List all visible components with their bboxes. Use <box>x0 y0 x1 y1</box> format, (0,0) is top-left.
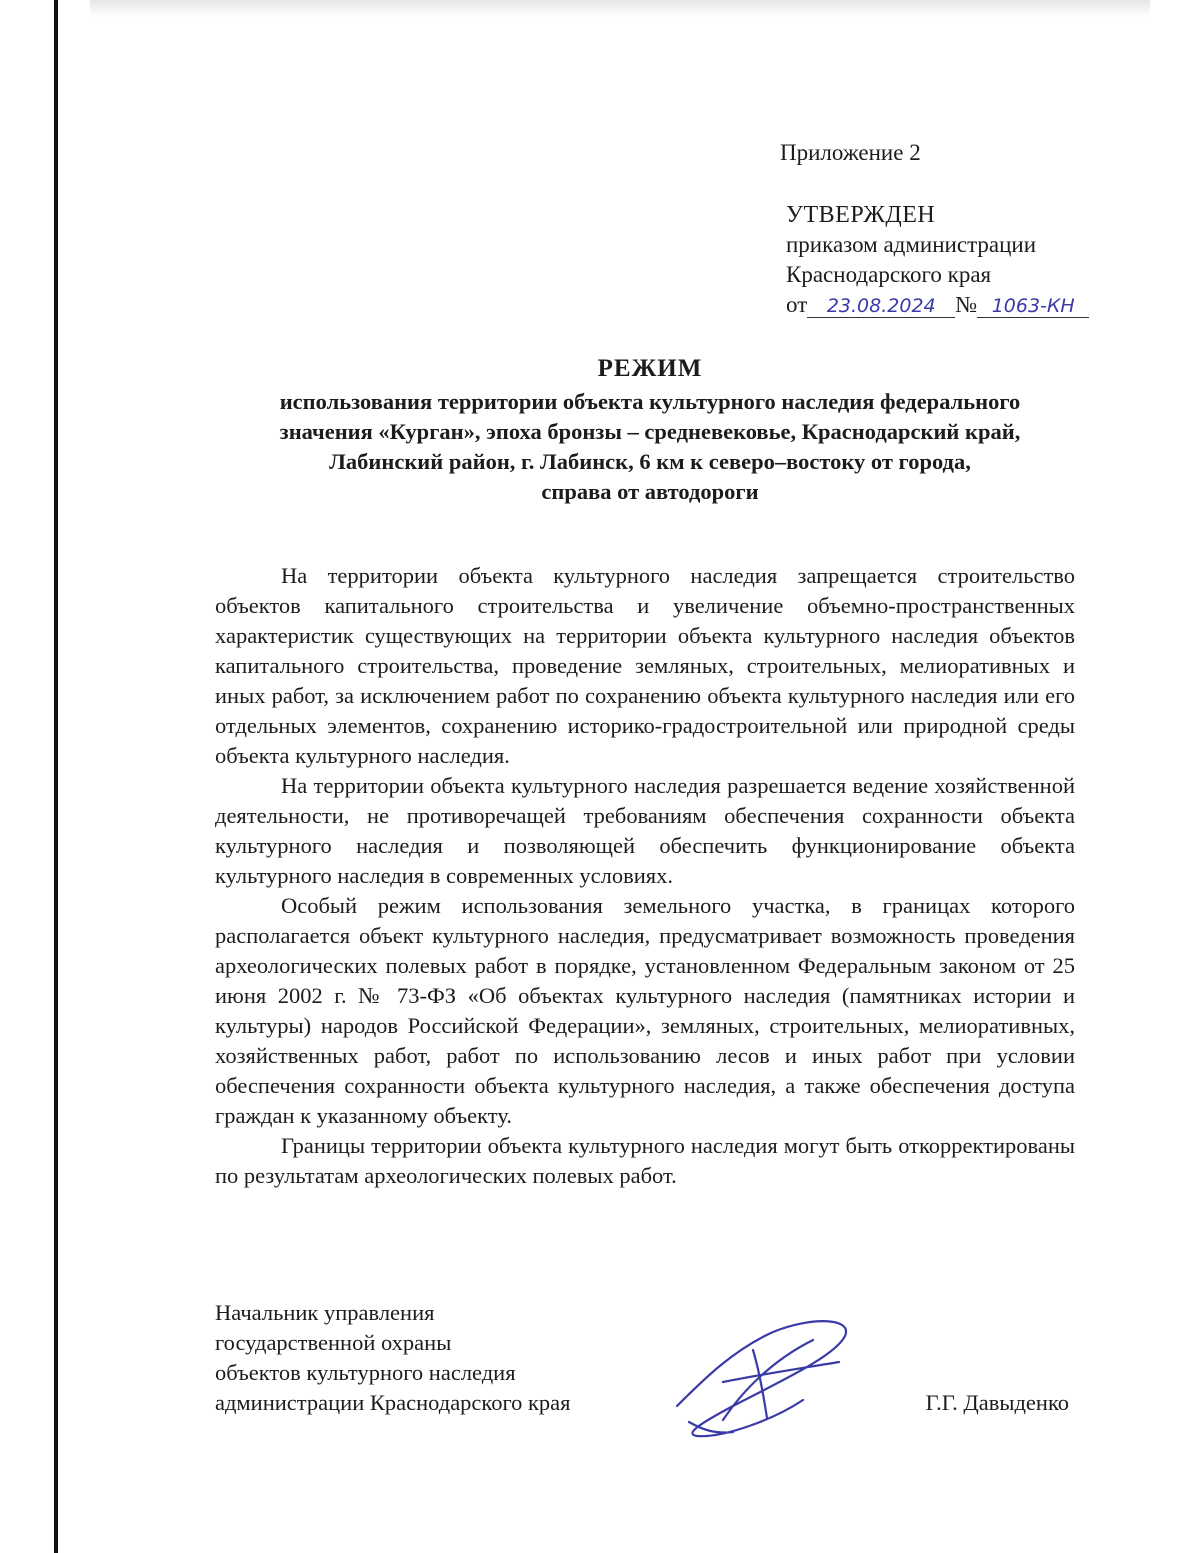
signature-block <box>215 1298 1075 1448</box>
scan-top-blur <box>90 0 1150 18</box>
handwritten-signature-image <box>663 1310 863 1442</box>
date-prefix: от <box>786 292 808 317</box>
document-title: РЕЖИМ <box>597 355 703 382</box>
document-subtitle-line-2: значения «Курган», эпоха бронзы – средневековье, Краснодарский край, <box>279 419 1021 444</box>
approved-region-line: Краснодарского края <box>786 262 992 287</box>
document-body <box>215 561 1075 1191</box>
signature-stroke <box>677 1321 846 1436</box>
handwritten-order-date: 23.08.2024 <box>807 295 955 318</box>
document-subtitle-line-1: использования территории объекта культурного наследия федерального <box>279 389 1021 414</box>
document-subtitle-line-4: справа от автодороги <box>541 479 759 504</box>
paragraph-special-regime: Особый режим использования земельного участка, в границах которого располагается объект культурного наследия, предусматривает возможность проведения археологических полевых работ в порядке, установленном Федеральным законом от 25 июня 2002 г. № 73-ФЗ «Об объектах культурного наследия (памятниках истории и культуры) народов Российской Федерации», земляных, строительных, мелиоративных, хозяйственных работ, работ по использованию лесов и иных работ при условии обеспечения сохранности объекта культурного наследия, а также обеспечения доступа граждан к указанному объекту. <box>215 893 1075 1128</box>
number-prefix: № <box>955 292 978 317</box>
handwritten-order-number: 1063-КН <box>977 295 1089 318</box>
signer-position-line-3: объектов культурного наследия <box>215 1360 516 1385</box>
document-title-block <box>200 355 1100 507</box>
annex-label: Приложение 2 <box>780 140 921 165</box>
signer-position <box>215 1298 655 1418</box>
paragraph-prohibitions: На территории объекта культурного наследия запрещается строительство объектов капитального строительства и увеличение объемно-пространственных характеристик существующих на территории объекта культурного наследия объектов капитального строительства, проведение земляных, строительных, мелиоративных и иных работ, за исключением работ по сохранению объекта культурного наследия или его отдельных элементов, сохранению историко-градостроительной или природной среды объекта культурного наследия. <box>215 563 1075 768</box>
approved-by-order-line: приказом администрации <box>786 232 1037 257</box>
approval-block <box>780 138 1160 320</box>
signer-position-line-4: администрации Краснодарского края <box>215 1390 571 1415</box>
document-subtitle-line-3: Лабинский район, г. Лабинск, 6 км к северо–востоку от города, <box>329 449 971 474</box>
signer-position-line-1: Начальник управления <box>215 1300 435 1325</box>
paragraph-permissions: На территории объекта культурного наследия разрешается ведение хозяйственной деятельности, не противоречащей требованиям обеспечения сохранности объекта культурного наследия и позволяющей обеспечить функционирование объекта культурного наследия в современных условиях. <box>215 773 1075 888</box>
approved-heading: УТВЕРЖДЕН <box>786 202 936 228</box>
scan-edge <box>54 0 58 1553</box>
order-date-number-line <box>780 290 1160 320</box>
signer-position-line-2: государственной охраны <box>215 1330 452 1355</box>
paragraph-boundaries: Границы территории объекта культурного наследия могут быть откорректированы по результатам археологических полевых работ. <box>215 1133 1075 1188</box>
signer-name: Г.Г. Давыденко <box>925 1390 1069 1415</box>
